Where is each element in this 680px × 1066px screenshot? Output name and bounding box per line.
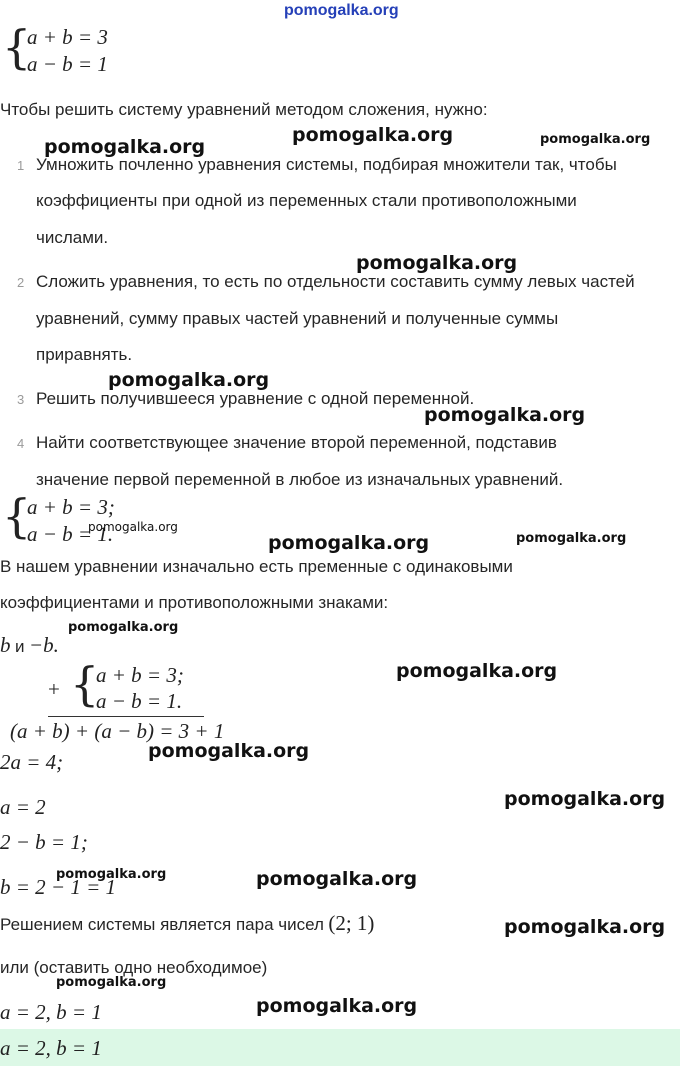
step-line: Решить получившееся уравнение с одной переменной.: [36, 389, 475, 408]
answer-1: a = 2, b = 1: [0, 1000, 102, 1024]
system2-eq2: a − b = 1.: [27, 522, 114, 546]
pair-line: [0, 633, 59, 658]
system1-eq2: a − b = 1: [27, 52, 108, 76]
watermark: pomogalka.org: [44, 136, 206, 158]
system2-eq1: a + b = 3;: [27, 495, 115, 519]
step-line: Умножить почленно уравнения системы, подбирая множители так, чтобы: [36, 155, 617, 174]
watermark: pomogalka.org: [68, 620, 179, 635]
step-line: Сложить уравнения, то есть по отдельности составить сумму левых частей: [36, 272, 635, 291]
system1-eq1: a + b = 3: [27, 25, 108, 49]
left-brace-icon: {: [2, 489, 32, 543]
watermark: pomogalka.org: [396, 660, 558, 682]
watermark: pomogalka.org: [256, 868, 418, 890]
paragraph-line: коэффициентами и противоположными знаками:: [0, 593, 389, 612]
left-brace-icon: {: [70, 657, 100, 711]
watermark: pomogalka.org: [504, 788, 666, 810]
left-brace-icon: {: [2, 20, 32, 74]
line-2a: 2a = 4;: [0, 750, 64, 774]
step-line: уравнений, сумму правых частей уравнений и полученные суммы: [36, 309, 559, 328]
watermark: pomogalka.org: [108, 369, 270, 391]
watermark: pomogalka.org: [540, 132, 651, 147]
watermark: pomogalka.org: [56, 975, 167, 990]
watermark: pomogalka.org: [256, 995, 418, 1017]
pair-conj: и: [14, 637, 25, 656]
watermark: pomogalka.org: [504, 916, 666, 938]
step-line: коэффициенты при одной из переменных стали противоположными: [36, 191, 577, 210]
watermark: pomogalka.org: [88, 520, 178, 534]
step-line: приравнять.: [36, 345, 133, 364]
step-number: 2: [17, 275, 25, 290]
step-number: 4: [17, 436, 25, 451]
paragraph-line: В нашем уравнении изначально есть пременные с одинаковыми: [0, 557, 513, 576]
or-text: или (оставить одно необходимое): [0, 958, 268, 977]
addition-eq1: a + b = 3;: [96, 663, 184, 687]
watermark: pomogalka.org: [148, 740, 310, 762]
watermark: pomogalka.org: [292, 124, 454, 146]
line-a: a = 2: [0, 795, 46, 819]
step-line: числами.: [36, 228, 109, 247]
watermark: pomogalka.org: [56, 867, 167, 882]
step-line: Найти соответствующее значение второй переменной, подставив: [36, 433, 557, 452]
line-b-eq: 2 − b = 1;: [0, 830, 88, 854]
step-number: 3: [17, 392, 25, 407]
line-b: b = 2 − 1 = 1: [0, 875, 117, 899]
plus-sign: +: [48, 677, 60, 701]
answer-highlight: [0, 1029, 680, 1066]
addition-eq2: a − b = 1.: [96, 689, 183, 713]
watermark: pomogalka.org: [516, 531, 627, 546]
pair-b: b: [0, 633, 11, 657]
solution-pair: (2; 1): [328, 911, 375, 935]
watermark-top: pomogalka.org: [284, 2, 399, 19]
intro-text: Чтобы решить систему уравнений методом сложения, нужно:: [0, 100, 488, 119]
solution-text: Решением системы является пара чисел: [0, 915, 324, 934]
addition-sum: (a + b) + (a − b) = 3 + 1: [10, 719, 225, 743]
step-number: 1: [17, 158, 25, 173]
solution-line: [0, 911, 374, 936]
watermark: pomogalka.org: [356, 252, 518, 274]
sum-underline: [48, 716, 204, 717]
pair-minus-b: −b.: [28, 633, 59, 657]
step-line: значение первой переменной в любое из изначальных уравнений.: [36, 470, 564, 489]
watermark: pomogalka.org: [424, 404, 586, 426]
answer-2: a = 2, b = 1: [0, 1036, 102, 1060]
watermark: pomogalka.org: [268, 532, 430, 554]
